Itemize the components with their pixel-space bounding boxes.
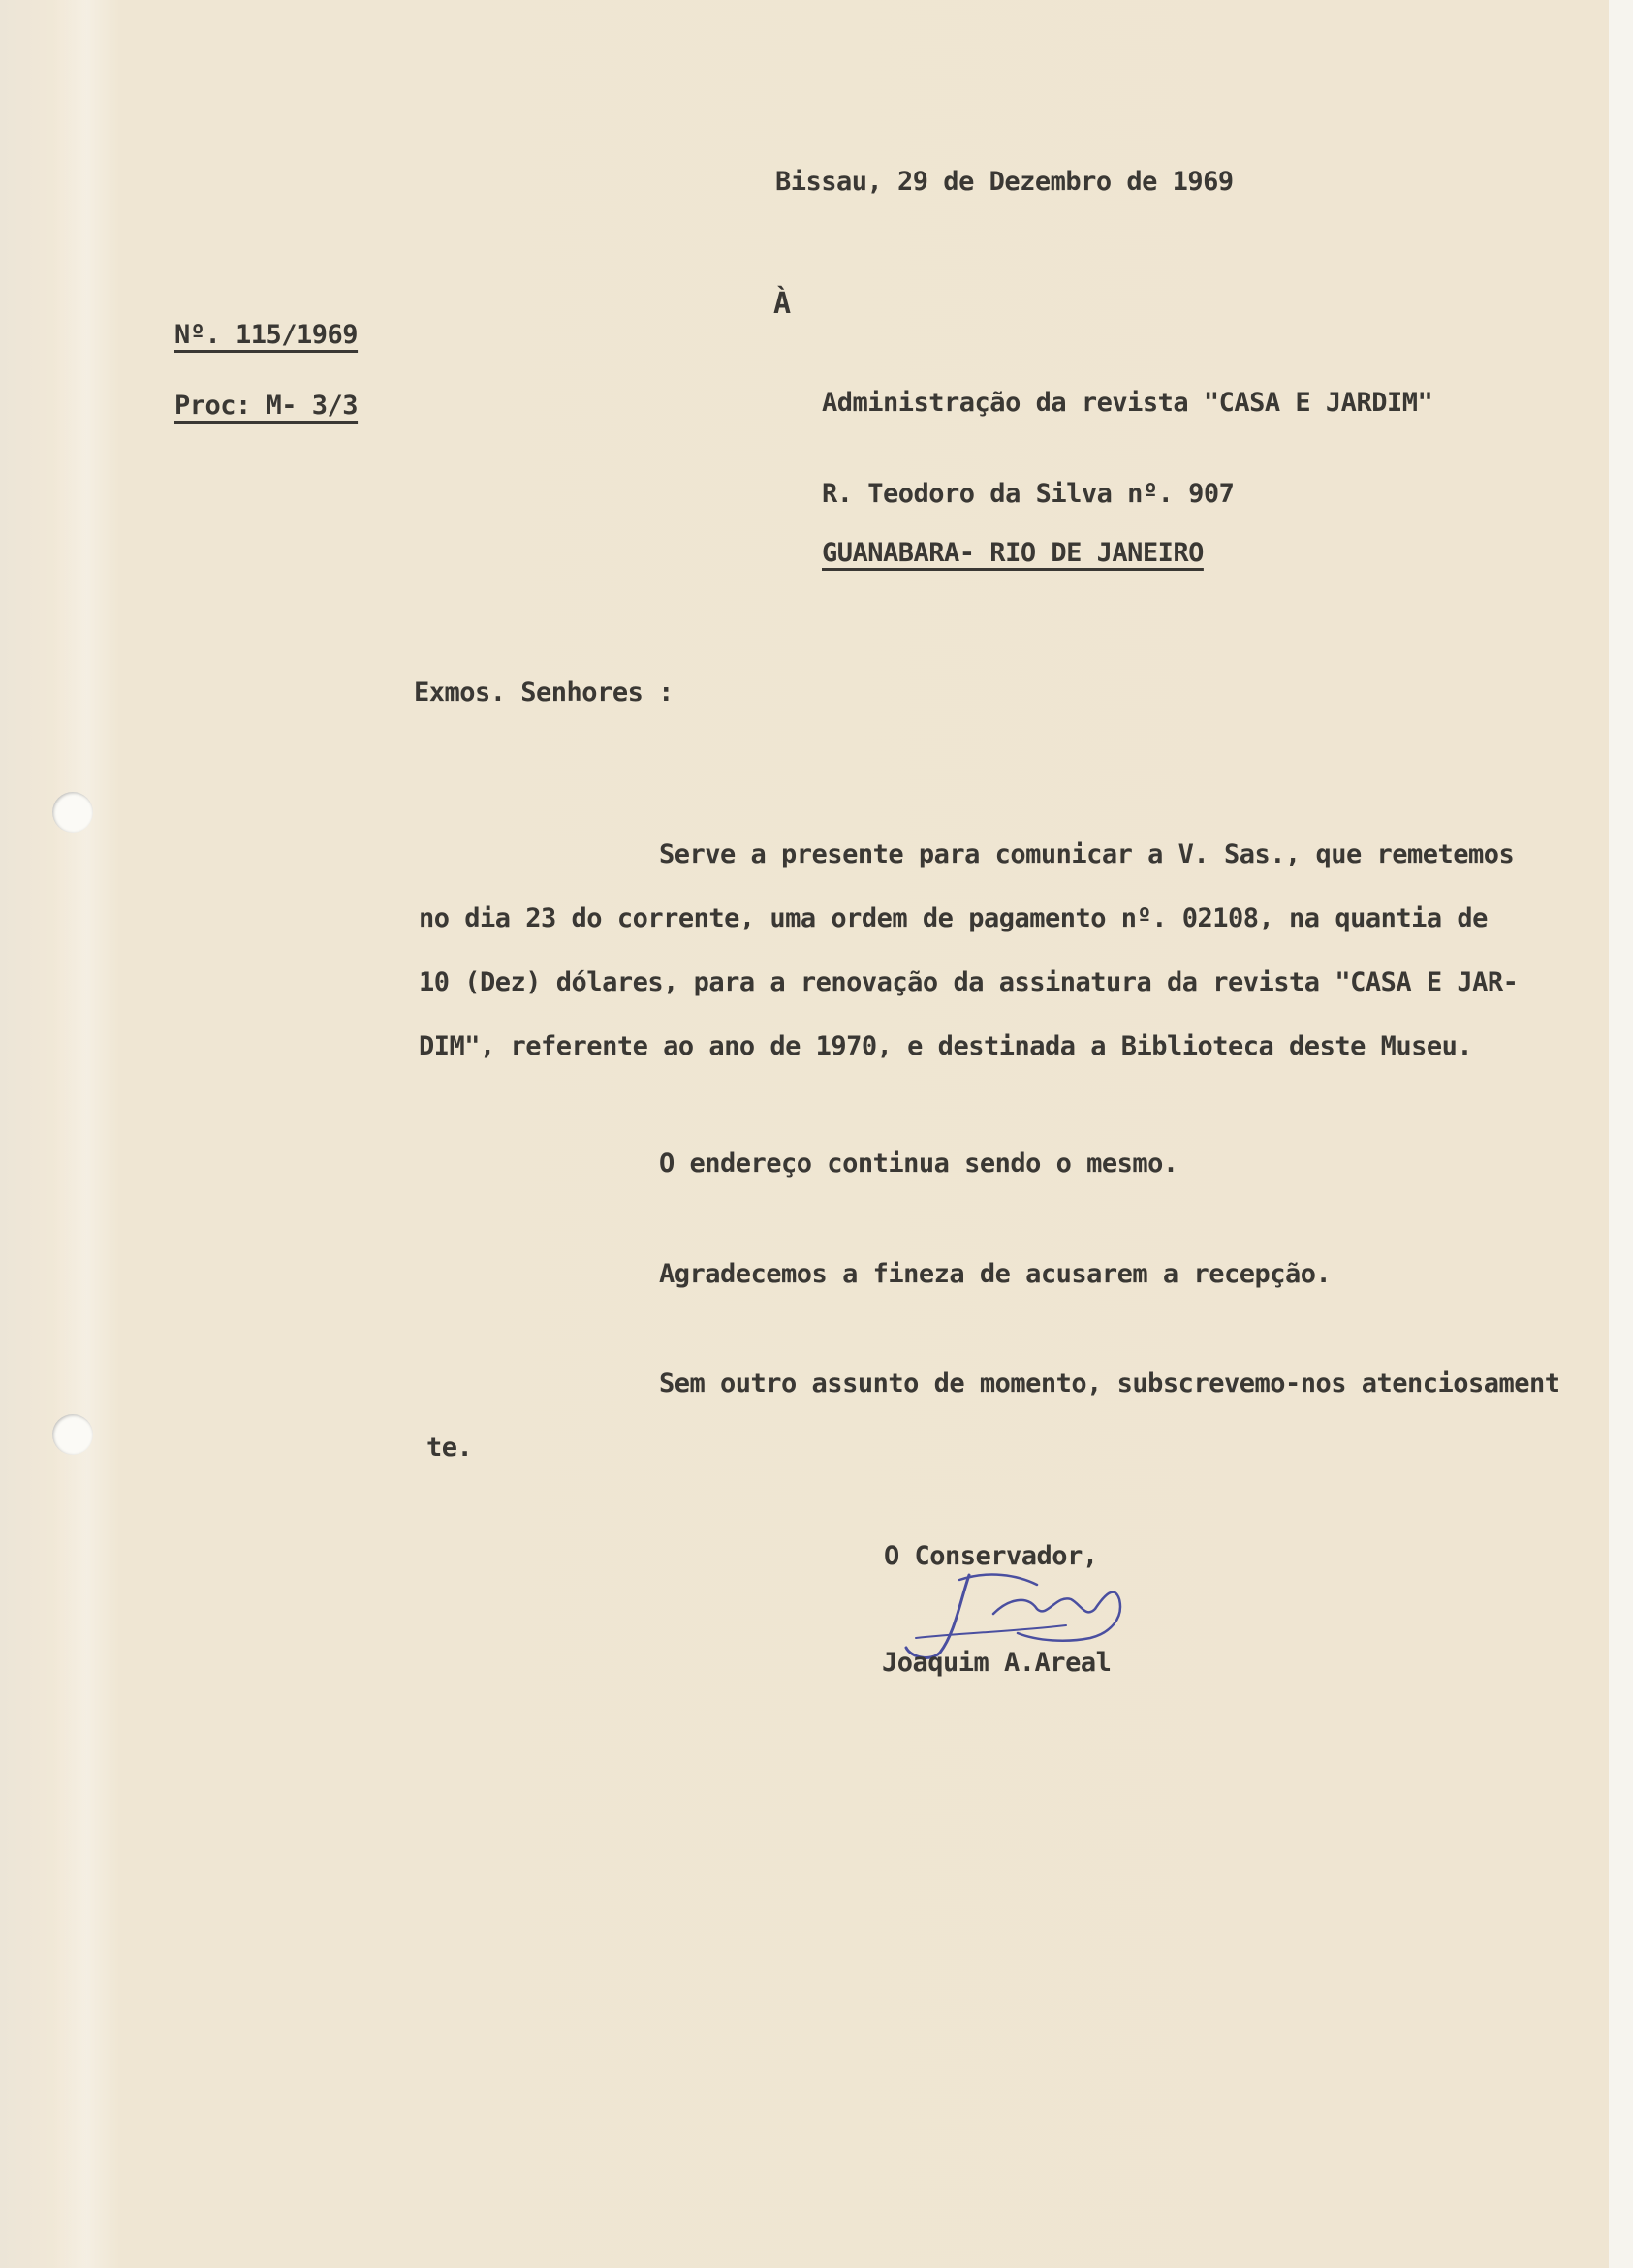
body-line: DIM", referente ao ano de 1970, e destinada a Biblioteca deste Museu. — [419, 1031, 1473, 1061]
recipient-city: GUANABARA- RIO DE JANEIRO — [822, 538, 1204, 568]
salutation: Exmos. Senhores : — [414, 677, 674, 708]
body-line: 10 (Dez) dólares, para a renovação da assinatura da revista "CASA E JAR- — [419, 967, 1519, 997]
body-paragraph: O endereço continua sendo o mesmo. — [659, 1149, 1178, 1179]
body-line: Serve a presente para comunicar a V. Sas., que remetemos — [659, 839, 1515, 869]
recipient-street: R. Teodoro da Silva nº. 907 — [822, 479, 1235, 509]
body-paragraph: Agradecemos a fineza de acusarem a recepção. — [659, 1259, 1332, 1289]
body-line: Sem outro assunto de momento, subscrevemo-nos atenciosament — [659, 1369, 1560, 1399]
scan-edge — [1609, 0, 1633, 2268]
punch-hole-top — [52, 792, 93, 833]
paper-fold — [53, 0, 121, 2268]
body-line: te. — [426, 1433, 473, 1463]
signatory-name: Joaquim A.Areal — [882, 1648, 1112, 1678]
closing-title: O Conservador, — [884, 1541, 1098, 1571]
reference-number: Nº. 115/1969 — [174, 320, 359, 350]
letter-date: Bissau, 29 de Dezembro de 1969 — [775, 167, 1234, 197]
body-line: no dia 23 do corrente, uma ordem de pagamento nº. 02108, na quantia de — [419, 903, 1488, 933]
recipient-name: Administração da revista "CASA E JARDIM" — [822, 388, 1433, 418]
punch-hole-bottom — [52, 1414, 93, 1455]
address-mark: À — [773, 287, 791, 321]
process-number: Proc: M- 3/3 — [174, 391, 359, 421]
